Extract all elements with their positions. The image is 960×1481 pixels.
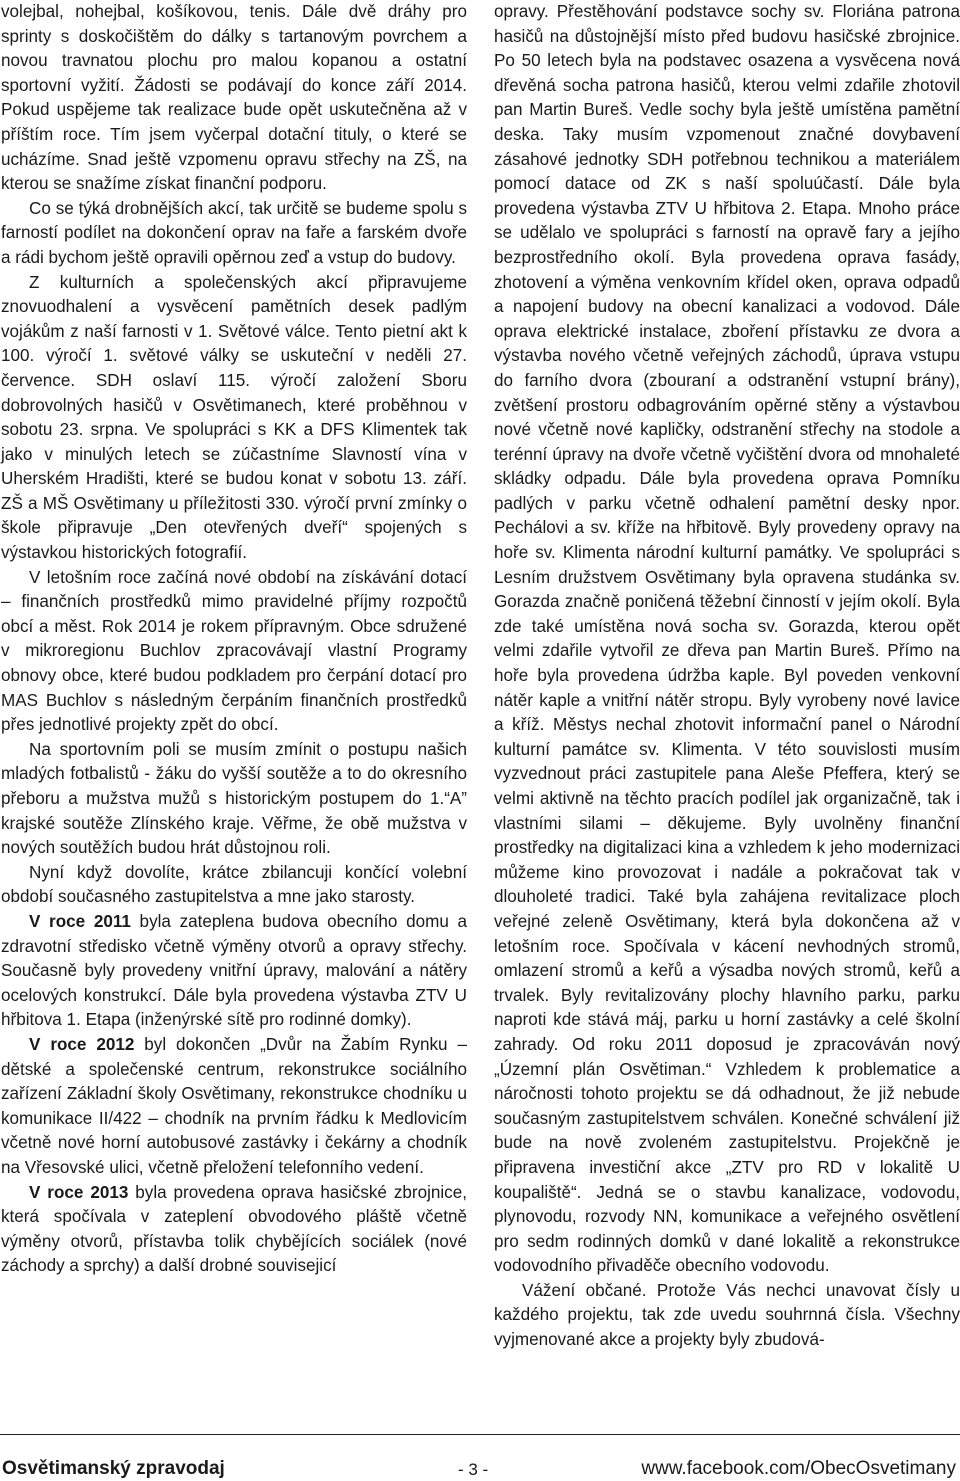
- paragraph: [1, 1033, 467, 1181]
- paragraph: Na sportovním poli se musím zmínit o postupu našich mladých fotbalistů - žáku do vyšší soutěže a to do okresního přeboru a mužstva mužů s historickým postupem do 1.“A” krajské soutěže Zlínského kraje. Věřme, že obě mužstva v nových soutěžích budou hrát důstojnou roli.: [1, 739, 467, 858]
- left-column: [1, 0, 467, 1279]
- footer-divider: [0, 1434, 960, 1435]
- paragraph-text: byla zateplena budova obecního domu a zdravotní středisko včetně výměny otvorů a opravy střechy. Současně byly provedeny vnitřní úpravy, malování a nátěry ocelových konstrukcí. Dále byla provedena výstavba ZTV U hřbitova 1. Etapa (inženýrské sítě pro rodinné domky).: [1, 911, 468, 1030]
- right-column: [494, 0, 960, 1353]
- paragraph: Co se týká drobnějších akcí, tak určitě se budeme spolu s farností podílet na dokončení oprav na faře a farském dvoře a rádi bychom ještě opravili opěrnou zeď a vstup do budovy.: [1, 198, 467, 267]
- paragraph: [1, 910, 467, 1033]
- paragraph: Nyní když dovolíte, krátce zbilancuji končící volební období současného zastupitelstva a mne jako starosty.: [1, 862, 467, 907]
- paragraph: Vážení občané. Protože Vás nechci unavovat čísly u každého projektu, tak zde uvedu souhrnná čísla. Všechny vyjmenované akce a projekty byly zbudová-: [494, 1280, 960, 1350]
- paragraph: Z kulturních a společenských akcí připravujeme znovuodhalení a vysvěcení pamětních desek padlým vojákům z naší farnosti v 1. Světové válce. Tento pietní akt k 100. výročí 1. světové války se uskuteční v neděli 27. července. SDH oslaví 115. výročí založení Sboru dobrovolných hasičů v Osvětimanech, které proběhnou v sobotu 23. srpna. Ve spolupráci s KK a DFS Klimentek tak jako v minulých letech se zúčastníme Slavností vína v Uherském Hradišti, které se budou konat v sobotu 13. září. ZŠ a MŠ Osvětimany u příležitosti 330. výročí první zmínky o škole připravuje „Den otevřených dveří“ spojených s výstavkou historických fotografií.: [1, 272, 467, 563]
- facebook-link[interactable]: www.facebook.com/ObecOsvetimany: [641, 1458, 956, 1479]
- year-heading: V roce 2012: [29, 1034, 135, 1054]
- page-footer: [0, 1434, 960, 1481]
- year-heading: V roce 2011: [29, 911, 131, 931]
- paragraph: V letošním roce začíná nové období na získávání dotací – finančních prostředků mimo pravidelné příjmy rozpočtů obcí a měst. Rok 2014 je rokem přípravným. Obce sdružené v mikroregionu Buchlov zpracovávají vlastní Programy obnovy obce, které budou podkladem pro čerpání dotací pro MAS Buchlov s následným čerpáním finančních prostředků přes jednotlivé projekty zpět do obcí.: [1, 567, 467, 735]
- paragraph: [1, 1181, 467, 1279]
- paragraph: opravy. Přestěhování podstavce sochy sv. Floriána patrona hasičů na důstojnější místo před budovu hasičské zbrojnice. Po 50 letech byla na podstavec osazena a vysvěcena nová dřevěná socha patrona hasičů, kterou velmi zdařile zhotovil pan Martin Bureš. Vedle sochy byla ještě umístěna pamětní deska. Taky musím vzpomenout značné dovybavení zásahové jednotky SDH potřebnou technikou a materiálem pomocí datace od ZK s naší spoluúčastí. Dále byla provedena výstavba ZTV U hřbitova 2. Etapa. Mnoho práce se udělalo ve spolupráci s farností na opravě fary a jejího bezprostředního okolí. Byla provedena oprava fasády, zhotovení a výměna venkovním křídel oken, oprava odpadů a napojení budovy na obecní kanalizaci a vodovod. Dále oprava elektrické instalace, zboření přístavku ze dvora a výstavba nového včetně veřejných záchodů, úprava vstupu do farního dvora (zbouraní a odstranění vstupní brány), zvětšení prostoru odbagrováním opěrné stěny a výstavbou nové včetně nové kapličky, odstranění střechy na stodole a terénní úpravy na dvoře včetně vyčištění dvora od mnohaleté skládky odpadu. Dále byla provedena oprava Pomníku padlých v parku včetně odhalení pamětní desky npor. Pechálovi a sv. kříže na hřbitově. Byly provedeny opravy na hoře sv. Klimenta národní kulturní památky. Ve spolupráci s Lesním družstvem Osvětimany byla opravena studánka sv. Gorazda značně poničená těžební činností v jejím okolí. Byla zde také umístěna nová socha sv. Gorazda, kterou opět velmi zdařile vytvořil ze dřeva pan Martin Bureš. Přímo na hoře byla provedena údržba kaple. Byl poveden venkovní nátěr kaple a vnitřní nátěr stropu. Byly vyrobeny nové lavice a kříž. Městys nechal zhotovit informační panel o Národní kulturní památce sv. Klimenta. V této souvislosti musím vyzvednout práci zastupitele pana Aleše Pfeffera, který se velmi aktivně na těchto pracích podílel jak organizačně, tak i vlastními silami – děkujeme. Byly uvolněny finanční prostředky na digitalizaci kina a vzhledem k jeho modernizaci můžeme kino provozovat i nadále a pokračovat tak v dlouholeté tradici. Také byla zahájena revitalizace ploch veřejné zeleně Osvětimany, která byla dokončena až v letošním roce. Spočívala v kácení nevhodných stromů, omlazení stromů a keřů a výsadba nových stromů, keřů a trvalek. Byly revitalizovány plochy hlavního parku, parku naproti kde stává máj, parku u horní zastávky a celé školní zahrady. Od roku 2011 doposud je zpracováván nový „Územní plán Osvětiman.“ Vzhledem k problematice a náročnosti tohoto projektu se dá odhadnout, že již nebude současným zastupitelstvem schválen. Konečné schválení již bude na nově zvoleném zastupitelstvu. Projekčně je připravena investiční akce „ZTV pro RD v lokalitě U koupaliště“. Jedná se o stavbu kanalizace, vodovodu, plynovodu, rozvody NN, komunikace a veřejného osvětlení pro sedm rodinných domků v dané lokalitě a rekonstrukce vodovodního přivaděče obecního vodovodu.: [494, 2, 960, 1276]
- page-number: - 3 -: [458, 1460, 489, 1479]
- newsletter-title: Osvětimanský zpravodaj: [2, 1458, 225, 1479]
- paragraph-text: byl dokončen „Dvůr na Žabím Rynku – dětské a společenské centrum, rekonstrukce sociálního zařízení Základní školy Osvětimany, rekonstrukce chodníku u komunikace II/422 – chodník na prvním řádku k Medlovicím včetně nové horní autobusové zastávky i čekárny a chodník na Vřesovské ulici, včetně přeložení telefonního vedení.: [1, 1034, 467, 1177]
- paragraph-text: byla provedena oprava hasičské zbrojnice, která spočívala v zateplení obvodového pláště včetně výměny otvorů, přístavba tolik chybějících sociálek (nové záchody a sprchy) a další drobné souvisejicí: [1, 1182, 467, 1276]
- year-heading: V roce 2013: [29, 1182, 129, 1202]
- paragraph: volejbal, nohejbal, košíkovou, tenis. Dále dvě dráhy pro sprinty s doskočištěm do dálky s tartanovým povrchem a novou travnatou plochu pro malou kopanou a ostatní sportovní vyžití. Žádosti se podávají do konce září 2014. Pokud uspějeme tak realizace bude opět uskutečněna až v příštím roce. Tím jsem vyčerpal dotační tituly, o které se ucházíme. Snad ještě vzpomenu opravu střechy na ZŠ, na kterou se snažíme získat finanční podporu.: [1, 2, 467, 194]
